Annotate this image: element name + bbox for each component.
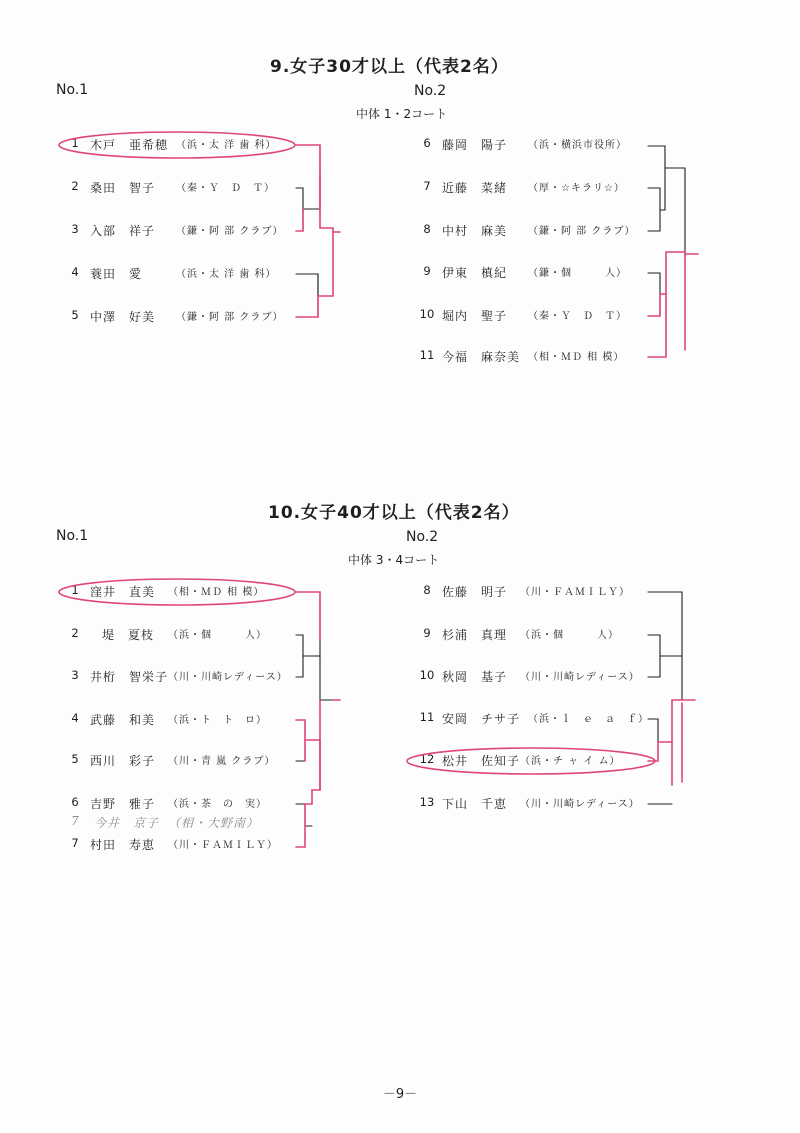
seed-number: 9 — [423, 626, 431, 640]
seed-number: 7 — [71, 814, 79, 828]
club-name: （浜・個 人） — [168, 630, 267, 641]
club-name: （川・川崎レディース） — [520, 799, 640, 810]
seed-number: 9 — [423, 264, 431, 278]
player-name: 伊東 槙紀 — [442, 266, 508, 280]
player-name: 桑田 智子 — [90, 181, 156, 195]
club-name: （浜・茶 の 実） — [168, 799, 267, 810]
club-name: （浜・横浜市役所） — [528, 140, 627, 151]
seed-number: 4 — [71, 711, 79, 725]
seed-number: 3 — [71, 222, 79, 236]
player-name: 下山 千恵 — [442, 797, 508, 811]
seed-number: 5 — [71, 752, 79, 766]
pool-label: No.1 — [56, 82, 89, 98]
seed-number: 5 — [71, 308, 79, 322]
club-name: （秦・Ｙ Ｄ Ｔ） — [176, 183, 275, 194]
seed-number: 2 — [71, 179, 79, 193]
pool-label: No.2 — [414, 83, 447, 99]
player-name: 藤岡 陽子 — [442, 138, 508, 152]
player-name: 堀内 聖子 — [442, 309, 508, 323]
seed-number: 12 — [419, 752, 435, 766]
seed-number: 7 — [423, 179, 431, 193]
court-label: 中体 1・2コート — [356, 107, 448, 121]
pool-label: No.2 — [406, 529, 439, 545]
page-number: －9－ — [382, 1087, 418, 1102]
player-name: 吉野 雅子 — [90, 797, 156, 811]
club-name: （相・ＭＤ 相 模） — [168, 587, 265, 598]
player-name: 中村 麻美 — [442, 224, 508, 238]
player-name: 堤 夏枝 — [102, 628, 155, 642]
seed-number: 10 — [419, 307, 435, 321]
player-name: 杉浦 真理 — [442, 628, 508, 642]
player-name: 中澤 好美 — [90, 310, 156, 324]
club-name: （鎌・個 人） — [528, 268, 627, 279]
winner-circle — [407, 748, 655, 774]
seed-number: 8 — [423, 583, 431, 597]
seed-number: 11 — [419, 710, 435, 724]
section-title: 9.女子30才以上（代表2名） — [270, 57, 509, 77]
court-label: 中体 3・4コート — [348, 553, 440, 567]
club-name: （秦・Ｙ Ｄ Ｔ） — [528, 311, 627, 322]
player-name: 西川 彩子 — [90, 754, 156, 768]
player-name: 今井 京子 — [94, 816, 160, 830]
pool-label: No.1 — [56, 528, 89, 544]
seed-number: 13 — [419, 795, 435, 809]
club-name: （厚・☆キラリ☆） — [528, 183, 625, 194]
seed-number: 6 — [71, 795, 79, 809]
club-name: （川・川崎レディース） — [168, 672, 288, 683]
player-name: 今福 麻奈美 — [442, 350, 521, 364]
player-name: 安岡 チサ子 — [442, 712, 521, 726]
winner-circle — [59, 579, 295, 605]
club-name: （相・大野南） — [168, 816, 260, 830]
club-name: （浜・太 洋 歯 科） — [176, 140, 277, 151]
club-name: （浜・ｌ ｅ ａ ｆ） — [528, 714, 649, 725]
club-name: （鎌・阿 部 クラブ） — [176, 226, 284, 237]
club-name: （相・ＭＤ 相 模） — [528, 352, 625, 363]
player-name: 蓑田 愛 — [90, 267, 143, 281]
player-name: 秋岡 基子 — [442, 670, 508, 684]
club-name: （浜・個 人） — [520, 630, 619, 641]
club-name: （川・ＦＡＭＩＬＹ） — [520, 587, 630, 598]
club-name: （川・川崎レディース） — [520, 672, 640, 683]
player-name: 武藤 和美 — [90, 713, 156, 727]
seed-number: 7 — [71, 836, 79, 850]
seed-number: 11 — [419, 348, 435, 362]
seed-number: 8 — [423, 222, 431, 236]
seed-number: 1 — [71, 583, 79, 597]
player-name: 近藤 菜緒 — [442, 181, 508, 195]
winner-circle — [59, 132, 295, 158]
club-name: （川・青 嵐 クラブ） — [168, 756, 276, 767]
club-name: （川・ＦＡＭＩＬＹ） — [168, 840, 278, 851]
section-title: 10.女子40才以上（代表2名） — [268, 503, 520, 523]
player-name: 松井 佐知子 — [442, 754, 521, 768]
seed-number: 3 — [71, 668, 79, 682]
club-name: （鎌・阿 部 クラブ） — [528, 226, 636, 237]
player-name: 村田 寿恵 — [90, 838, 156, 852]
seed-number: 6 — [423, 136, 431, 150]
club-name: （浜・チ ャ イ ム） — [520, 756, 621, 767]
seed-number: 1 — [71, 136, 79, 150]
player-name: 井桁 智栄子 — [90, 670, 169, 684]
seed-number: 2 — [71, 626, 79, 640]
club-name: （浜・太 洋 歯 科） — [176, 269, 277, 280]
player-name: 窪井 直美 — [90, 585, 156, 599]
club-name: （鎌・阿 部 クラブ） — [176, 312, 284, 323]
player-name: 木戸 亜希穂 — [90, 138, 169, 152]
seed-number: 10 — [419, 668, 435, 682]
club-name: （浜・ト ト ロ） — [168, 715, 267, 726]
seed-number: 4 — [71, 265, 79, 279]
player-name: 佐藤 明子 — [442, 585, 508, 599]
player-name: 入部 祥子 — [90, 224, 156, 238]
